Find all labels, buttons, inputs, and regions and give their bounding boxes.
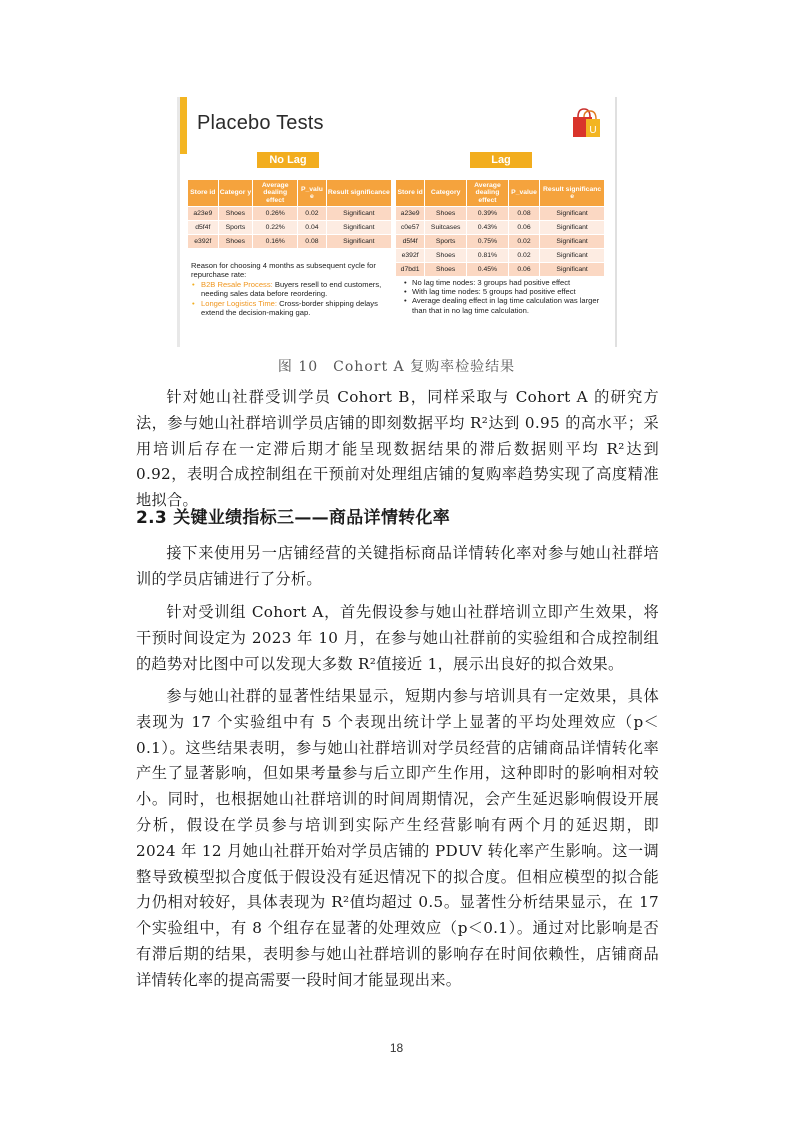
table-cell: a23e9 <box>188 207 219 221</box>
column-header: Category <box>425 180 467 207</box>
table-cell: Significant <box>540 221 605 235</box>
note-item: • Average dealing effect in lag time calculation was larger than that in no lag time calculation. <box>403 296 615 314</box>
lag-notes <box>403 278 615 315</box>
slide-border-right <box>615 97 617 347</box>
table-row <box>396 207 605 221</box>
table-cell: d7bd1 <box>396 263 425 277</box>
column-header: Average dealing effect <box>467 180 509 207</box>
reason-block <box>191 261 391 317</box>
table-row <box>396 221 605 235</box>
table-cell: 0.04 <box>298 221 327 235</box>
table-cell: 0.08 <box>508 207 539 221</box>
table-cell: Sports <box>425 235 467 249</box>
column-header: Result significanc e <box>540 180 605 207</box>
reason-intro: Reason for choosing 4 months as subsequent cycle for repurchase rate: <box>191 261 376 280</box>
table-cell: Shoes <box>218 207 253 221</box>
no-lag-table <box>187 179 392 249</box>
table-cell: Shoes <box>425 249 467 263</box>
table-cell: Shoes <box>218 235 253 249</box>
table-cell: Shoes <box>425 207 467 221</box>
reason-text: Buyers resell to end customers, needing sales data before reordering. <box>201 279 382 299</box>
table-row <box>396 235 605 249</box>
shopping-bag-icon <box>569 105 603 139</box>
table-cell: 0.06 <box>508 221 539 235</box>
table-cell: 0.02 <box>508 249 539 263</box>
paragraph: 针对她山社群受训学员 Cohort B，同样采取与 Cohort A 的研究方法，参与她山社群培训学员店铺的即刻数据平均 R²达到 0.95 的高水平；采用培训后存在一定滞后期才能呈现数据结果的滞后数据则平均 R²达到 0.92，表明合成控制组在干预前对处理组店铺的复购率趋势实现了高度精准地拟合。 <box>136 388 659 510</box>
table-row <box>396 249 605 263</box>
lag-tag: Lag <box>470 152 532 168</box>
table-cell: Significant <box>540 235 605 249</box>
column-header: P_valu e <box>298 180 327 207</box>
table-cell: 0.26% <box>253 207 298 221</box>
table-header-row <box>396 180 605 207</box>
table-cell: 0.81% <box>467 249 509 263</box>
slide-title: Placebo Tests <box>197 112 324 134</box>
table-cell: 0.02 <box>298 207 327 221</box>
table-cell: Sports <box>218 221 253 235</box>
no-lag-tag: No Lag <box>257 152 319 168</box>
reason-text: Cross-border shipping delays extend the decision-making gap. <box>201 298 378 318</box>
table-cell: Significant <box>326 207 391 221</box>
reason-label: Longer Logistics Time: <box>201 298 277 308</box>
table-cell: e392f <box>396 249 425 263</box>
table-cell: Significant <box>540 263 605 277</box>
table-cell: Significant <box>540 207 605 221</box>
paragraph: 参与她山社群的显著性结果显示，短期内参与培训具有一定效果，具体表现为 17 个实验组中有 5 个表现出统计学上显著的平均处理效应（p＜0.1）。这些结果表明，参与她山社群培训对学员经营的店铺商品详情转化率产生了显著影响，但如果考量参与后立即产生作用，这种即时的影响相对较小。同时，也根据她山社群培训的时间周期情况，会产生延迟影响假设开展分析，假设在学员参与培训到实际产生经营影响有两个月的延迟期，即 2024 年 12 月她山社群开始对学员店铺的 PDUV 转化率产生影响。这一调整导致模型拟合度低于假设没有延迟情况下的拟合度。但相应模型的拟合能力仍相对较好，具体表现为 R²值均超过 0.5。显著性分析结果显示，在 17 个实验组中，有 8 个组存在显著的处理效应（p＜0.1）。通过对比影响是否有滞后期的结果，表明参与她山社群培训的影响存在时间依赖性，店铺商品详情转化率的提高需要一段时间才能显现出来。 <box>136 687 659 989</box>
figure-placebo-tests <box>177 97 617 347</box>
note-item: • No lag time nodes: 3 groups had positive effect <box>403 278 615 287</box>
table-header-row <box>188 180 392 207</box>
column-header: Average dealing effect <box>253 180 298 207</box>
column-header: Store id <box>396 180 425 207</box>
table-cell: 0.02 <box>508 235 539 249</box>
reason-label: B2B Resale Process: <box>201 279 273 289</box>
table-cell: Significant <box>540 249 605 263</box>
accent-bar <box>180 97 187 154</box>
table-row <box>188 235 392 249</box>
table-row <box>188 207 392 221</box>
table-cell: 0.39% <box>467 207 509 221</box>
table-cell: e392f <box>188 235 219 249</box>
table-cell: 0.16% <box>253 235 298 249</box>
table-cell: d5f4f <box>396 235 425 249</box>
reason-item <box>191 280 391 299</box>
table-cell: d5f4f <box>188 221 219 235</box>
figure-caption: 图 10 Cohort A 复购率检验结果 <box>277 359 516 375</box>
column-header: Result significance <box>326 180 391 207</box>
table-cell: 0.75% <box>467 235 509 249</box>
table-cell: 0.06 <box>508 263 539 277</box>
section-heading: 2.3 关键业绩指标三——商品详情转化率 <box>136 508 451 528</box>
table-cell: Shoes <box>425 263 467 277</box>
table-row <box>396 263 605 277</box>
reason-item <box>191 299 391 318</box>
column-header: Store id <box>188 180 219 207</box>
table-cell: Significant <box>326 235 391 249</box>
column-header: P_value <box>508 180 539 207</box>
svg-text:U: U <box>589 125 597 136</box>
table-cell: 0.45% <box>467 263 509 277</box>
table-cell: Suitcases <box>425 221 467 235</box>
note-item: • With lag time nodes: 5 groups had positive effect <box>403 287 615 296</box>
table-cell: 0.08 <box>298 235 327 249</box>
table-cell: 0.22% <box>253 221 298 235</box>
table-row <box>188 221 392 235</box>
table-cell: Significant <box>326 221 391 235</box>
table-cell: a23e9 <box>396 207 425 221</box>
paragraph: 针对受训组 Cohort A，首先假设参与她山社群培训立即产生效果，将干预时间设定为 2023 年 10 月，在参与她山社群前的实验组和合成控制组的趋势对比图中可以发现大多数 R²值接近 1，展示出良好的拟合效果。 <box>136 603 659 673</box>
table-cell: 0.43% <box>467 221 509 235</box>
table-cell: c0e57 <box>396 221 425 235</box>
lag-table <box>395 179 605 277</box>
page-number: 18 <box>389 1041 404 1055</box>
paragraph: 接下来使用另一店铺经营的关键指标商品详情转化率对参与她山社群培训的学员店铺进行了分析。 <box>136 544 659 588</box>
column-header: Categor y <box>218 180 253 207</box>
